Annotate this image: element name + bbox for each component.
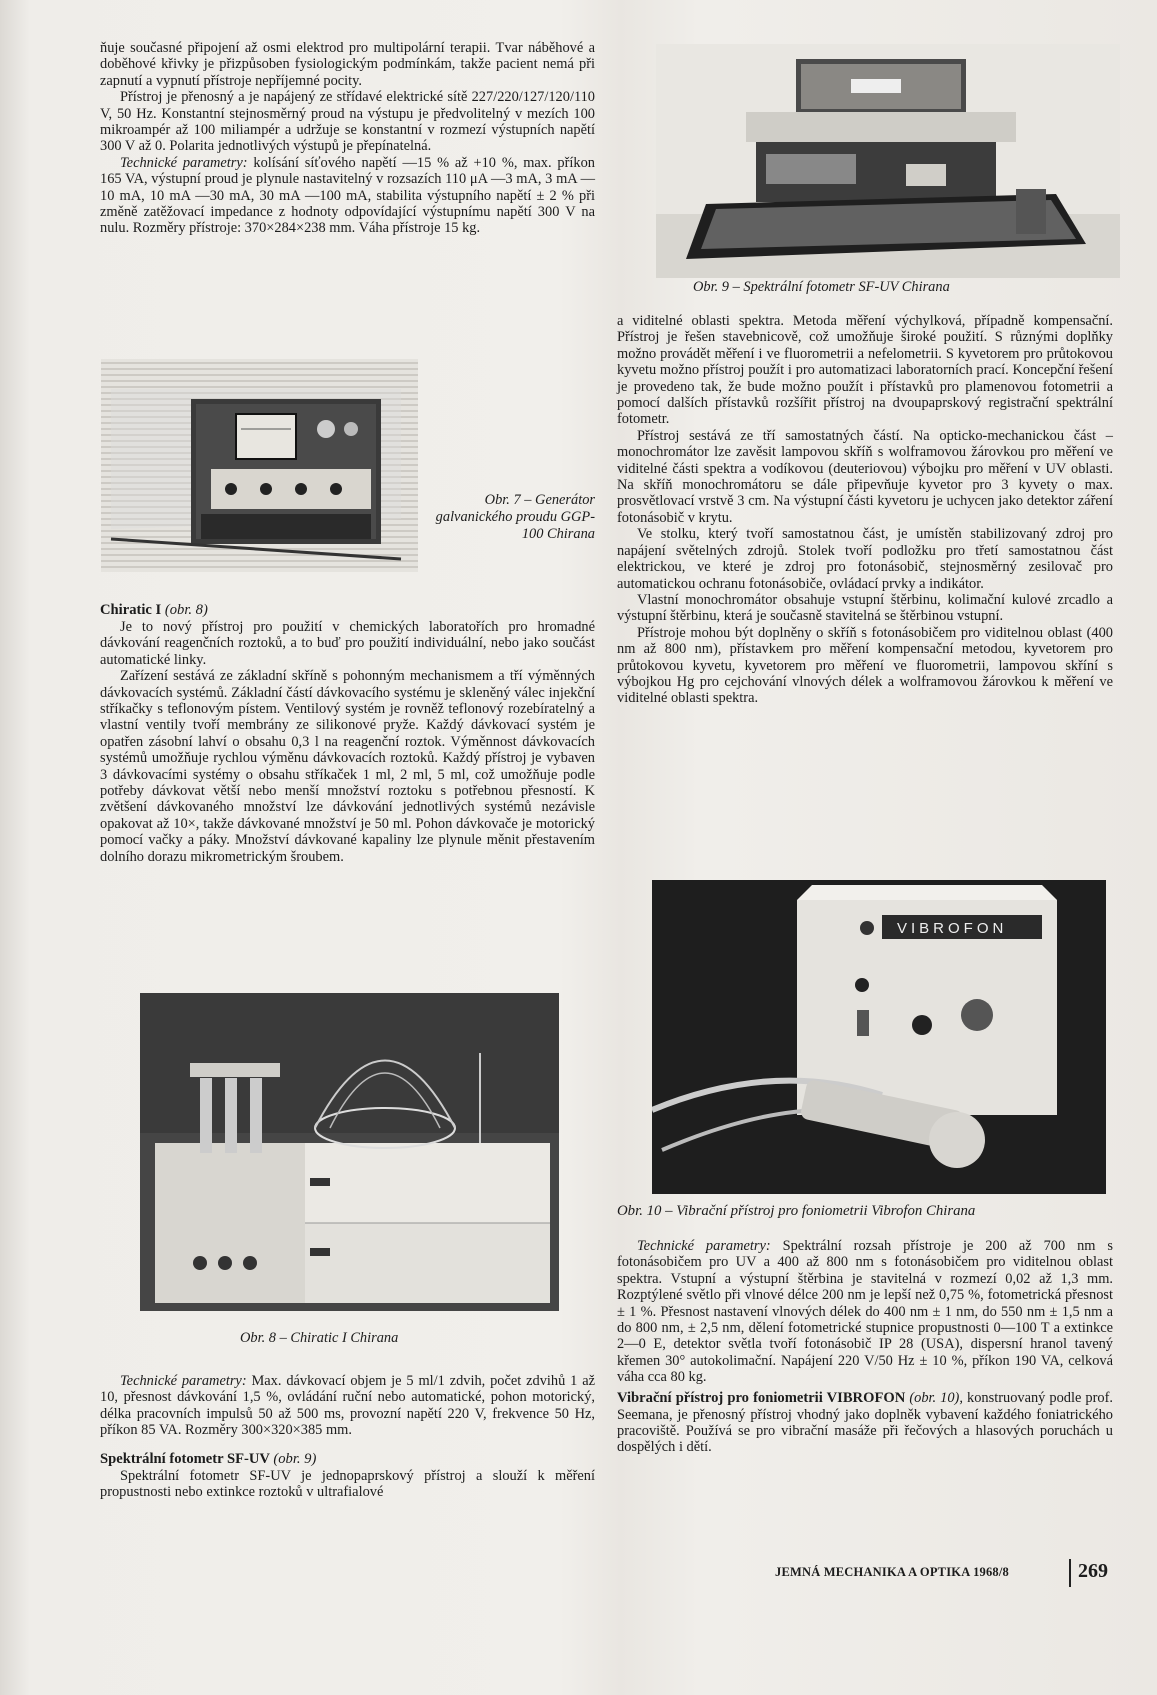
- left-bottom-section: [100, 1373, 595, 1500]
- figure-10-caption: Obr. 10 – Vibrační přístroj pro foniometrii Vibrofon Chirana: [617, 1203, 976, 1219]
- chiratic-paragraph-2: Zařízení sestává ze základní skříně s pohonným mechanismem a tří výměnných dávkovacích systémů. Základní částí dávkovacího systému je skleněný válec injekční stříkačky s teflonovým pístem. Ventilový systém je rovněž teflonový rozebíratelný a vlastní ventily tvoří membrány ze silikonové pryže. Každý dávkovací systém je opatřen zásobní lahví o obsahu 0,3 l na reagenční roztok. Výměnnost dávkovacích systémů umožňuje rychlou výměnu dávkovacích roztoků. Každý přístroj je vybaven 3 dávkovacími systémy o obsahu stříkaček 1 ml, 2 ml, 5 ml, což umožňuje podle potřeby dávkovat větší nebo menší množství roztoku s potřebnou přesností. K zvětšení dávkovaného množství lze dávkování jednotlivých systémů nezávisle opakovat až 10×, takže dávkované množství je 50 ml. Pohon dávkovače je motorický pomocí vačky a páky. Množství dávkované kapaliny lze plynule měnit přestavením dolního dorazu mikrometrickým šroubem.: [100, 668, 595, 865]
- chiratic-tech-params: [100, 1373, 595, 1439]
- figure-8-photo: [140, 993, 559, 1311]
- right-bottom-section: [617, 1238, 1113, 1456]
- figure-7-photo: [101, 359, 418, 572]
- sf-paragraph-3: Přístroj sestává ze tří samostatných částí. Na opticko-mechanickou část – monochromátor lze zavěsit lampovou skříň s wolframovou žárovkou pro měření ve viditelné části spektra a vodíkovou (deuteriovou) výbojku pro měření v UV oblasti. Na skříň monochromátoru se dále připevňuje kyvetor pro 3 kyvety o max. prosvětlovací vrstvě 3 cm. Na výstupní části kyvetoru je uchycen jako detektor záření fotonásobič v krytu.: [617, 427, 1113, 526]
- figure-8-caption: Obr. 8 – Chiratic I Chirana: [240, 1330, 399, 1346]
- sf-tp-text: Spektrální rozsah přístroje je 200 až 700 nm s fotonásobičem pro UV a 400 až 800 nm s fotonásobičem pro viditelnou oblast spektra. Vstupní a výstupní štěrbina je stavitelná v rozmezí 0,02 až 1,3 mm. Rozptýlené světlo při vlnové délce 200 nm je lepší než 0,75 %, fotometrická přesnost ± 1 %. Přesnost nastavení vlnových délek do 400 nm ± 1 nm, do 550 nm ± 1,5 nm a do 800 nm, ± 2,5 nm, dělení fotometrické stupnice propustnosti 0—100 T a extinkce 2—0 E, detektor světla tvoří fotonásobič IP 28 (USA), dispersní hranol tavený křemen 30° autokolimační. Napájení 220 V/50 Hz ± 10 %, příkon 190 VA, celková váha cca 80 kg.: [617, 1238, 1113, 1386]
- vibrofon-text: konstruovaný podle prof. Seemana, je přenosný přístroj vhodný jako doplněk vybavení každého foniatrického pracoviště. Používá se pro vibrační masáže při řečových a hlasových poruchách u dospělých i dětí.: [617, 1389, 1113, 1456]
- tech-params-label: Technické parametry:: [120, 154, 248, 171]
- intro-paragraph-3: [100, 155, 595, 237]
- chiratic-section: [100, 602, 595, 865]
- footer-divider: [1069, 1559, 1071, 1587]
- right-column: [617, 313, 1113, 707]
- chiratic-heading-ref: (obr. 8): [164, 602, 208, 618]
- sf-heading: [100, 1451, 595, 1468]
- tech-params-text: kolísání síťového napětí —15 % až +10 %, max. příkon 165 VA, výstupní proud je plynule nastavitelný v rozsazích 110 μA —3 mA, 3 mA —10 mA, 10 mA —30 mA, 30 mA —100 mA, stabilita výstupního napětí ± 2 % při změně zatěžovací impedance z hodnoty odpovídající výstupnímu napětí 300 V na nulu. Rozměry přístroje: 370×284×238 mm. Váha přístroje 15 kg.: [100, 154, 595, 237]
- journal-footer: JEMNÁ MECHANIKA A OPTIKA 1968/8: [775, 1565, 1009, 1579]
- sf-paragraph-4: Ve stolku, který tvoří samostatnou část, je umístěn stabilizovaný zdroj pro napájení světelných zdrojů. Stolek tvoří podložku pro třetí samostatnou část elektrickou, ve které je zdroj pro fotonásobič, stejnosměrný zesilovač pro automatickou ochranu fotonásobiče, ovládací prvky a indikátor.: [617, 526, 1113, 592]
- sf-paragraph-5: Vlastní monochromátor obsahuje vstupní štěrbinu, kolimační kulové zrcadlo a výstupní štěrbinu, která je současně stavitelná se štěrbinou vstupní.: [617, 591, 1113, 625]
- figure-9-photo: [656, 44, 1120, 278]
- sf-paragraph-1: Spektrální fotometr SF-UV je jednopaprskový přístroj a slouží k měření propustnosti nebo extinkce roztoků v ultrafialové: [100, 1467, 595, 1501]
- sf-paragraph-6: Přístroje mohou být doplněny o skříň s fotonásobičem pro viditelnou oblast (400 nm až 800 nm), přístavkem pro měření kompensační metodou, kyvetorem pro průtokovou kyvetu, kyvetorem pro měření ve fluorometrii, lampovou skříní s výbojkou Hg pro cejchování vlnových délek a wolframovou žárovkou k měření ve viditelné oblasti spektra.: [617, 624, 1113, 707]
- figure-9-caption: Obr. 9 – Spektrální fotometr SF-UV Chirana: [693, 279, 950, 295]
- figure-7-caption: Obr. 7 – Generátor galvanického proudu GGP-100 Chirana: [435, 492, 595, 542]
- sf-tp-label: Technické parametry:: [637, 1238, 771, 1254]
- sf-paragraph-2: a viditelné oblasti spektra. Metoda měření výchylková, případně kompensační. Přístroj je řešen stavebnicově, což umožňuje široké použití. S různými doplňky možno provádět měření i ve fluorometrii a nefelometrii. S kyvetorem pro průtokovou kyvetu možno přístroj použít i pro automatizaci laboratorních prací. Koncepční řešení je provedeno tak, že bude možno použít i přístavků pro plamenovou fotometrii a pomocí dalších přístavků rozšířit přístroj na dvoupaprskový registrační spektrální fotometr.: [617, 313, 1113, 428]
- vibrofon-label: VIBROFON: [897, 920, 1008, 937]
- vibrofon-heading: Vibrační přístroj pro foniometrii VIBROFON: [617, 1389, 906, 1406]
- vibrofon-paragraph: [617, 1390, 1113, 1456]
- chiratic-heading-text: Chiratic I: [100, 602, 162, 618]
- chiratic-tp-text: Max. dávkovací objem je 5 ml/1 zdvih, počet zdvihů 1 až 10, přesnost dávkování 1,5 %, ovládání ruční nebo automatické, pohon motorický, délka pracovních impulsů 50 až 500 ms, provozní napětí 220 V, frekvence 50 Hz, příkon 85 VA. Rozměry 300×320×385 mm.: [100, 1373, 595, 1439]
- sf-heading-ref: (obr. 9): [273, 1450, 317, 1467]
- chiratic-heading: [100, 602, 595, 619]
- chiratic-paragraph-1: Je to nový přístroj pro použití v chemických laboratořích pro hromadné dávkování reagenčních roztoků, a to buď pro použití individuální, nebo jako součást automatické linky.: [100, 619, 595, 668]
- vibrofon-heading-ref: (obr. 10),: [909, 1389, 963, 1406]
- intro-paragraph-2: Přístroj je přenosný a je napájený ze střídavé elektrické sítě 227/220/127/120/110 V, 50 Hz. Konstantní stejnosměrný proud na výstupu je předvolitelný v mezích 100 mikroampér až 100 miliampér a udržuje se konstantní v rozmezí výstupních napětí 300 V až 0. Polarita jednotlivých výstupů je přepínatelná.: [100, 89, 595, 155]
- sf-heading-text: Spektrální fotometr SF-UV: [100, 1450, 270, 1467]
- left-column: [100, 40, 595, 237]
- chiratic-tp-label: Technické parametry:: [120, 1373, 247, 1389]
- page-number: 269: [1078, 1560, 1108, 1582]
- sf-tech-params: [617, 1238, 1113, 1386]
- intro-paragraph-1: ňuje současné připojení až osmi elektrod pro multipolární terapii. Tvar náběhové a doběhové křivky je přizpůsoben fysiologickým podmínkám, takže pacient nemá při zapnutí a vypnutí přístroje nepříjemné pocity.: [100, 40, 595, 89]
- figure-10-photo: [652, 880, 1106, 1194]
